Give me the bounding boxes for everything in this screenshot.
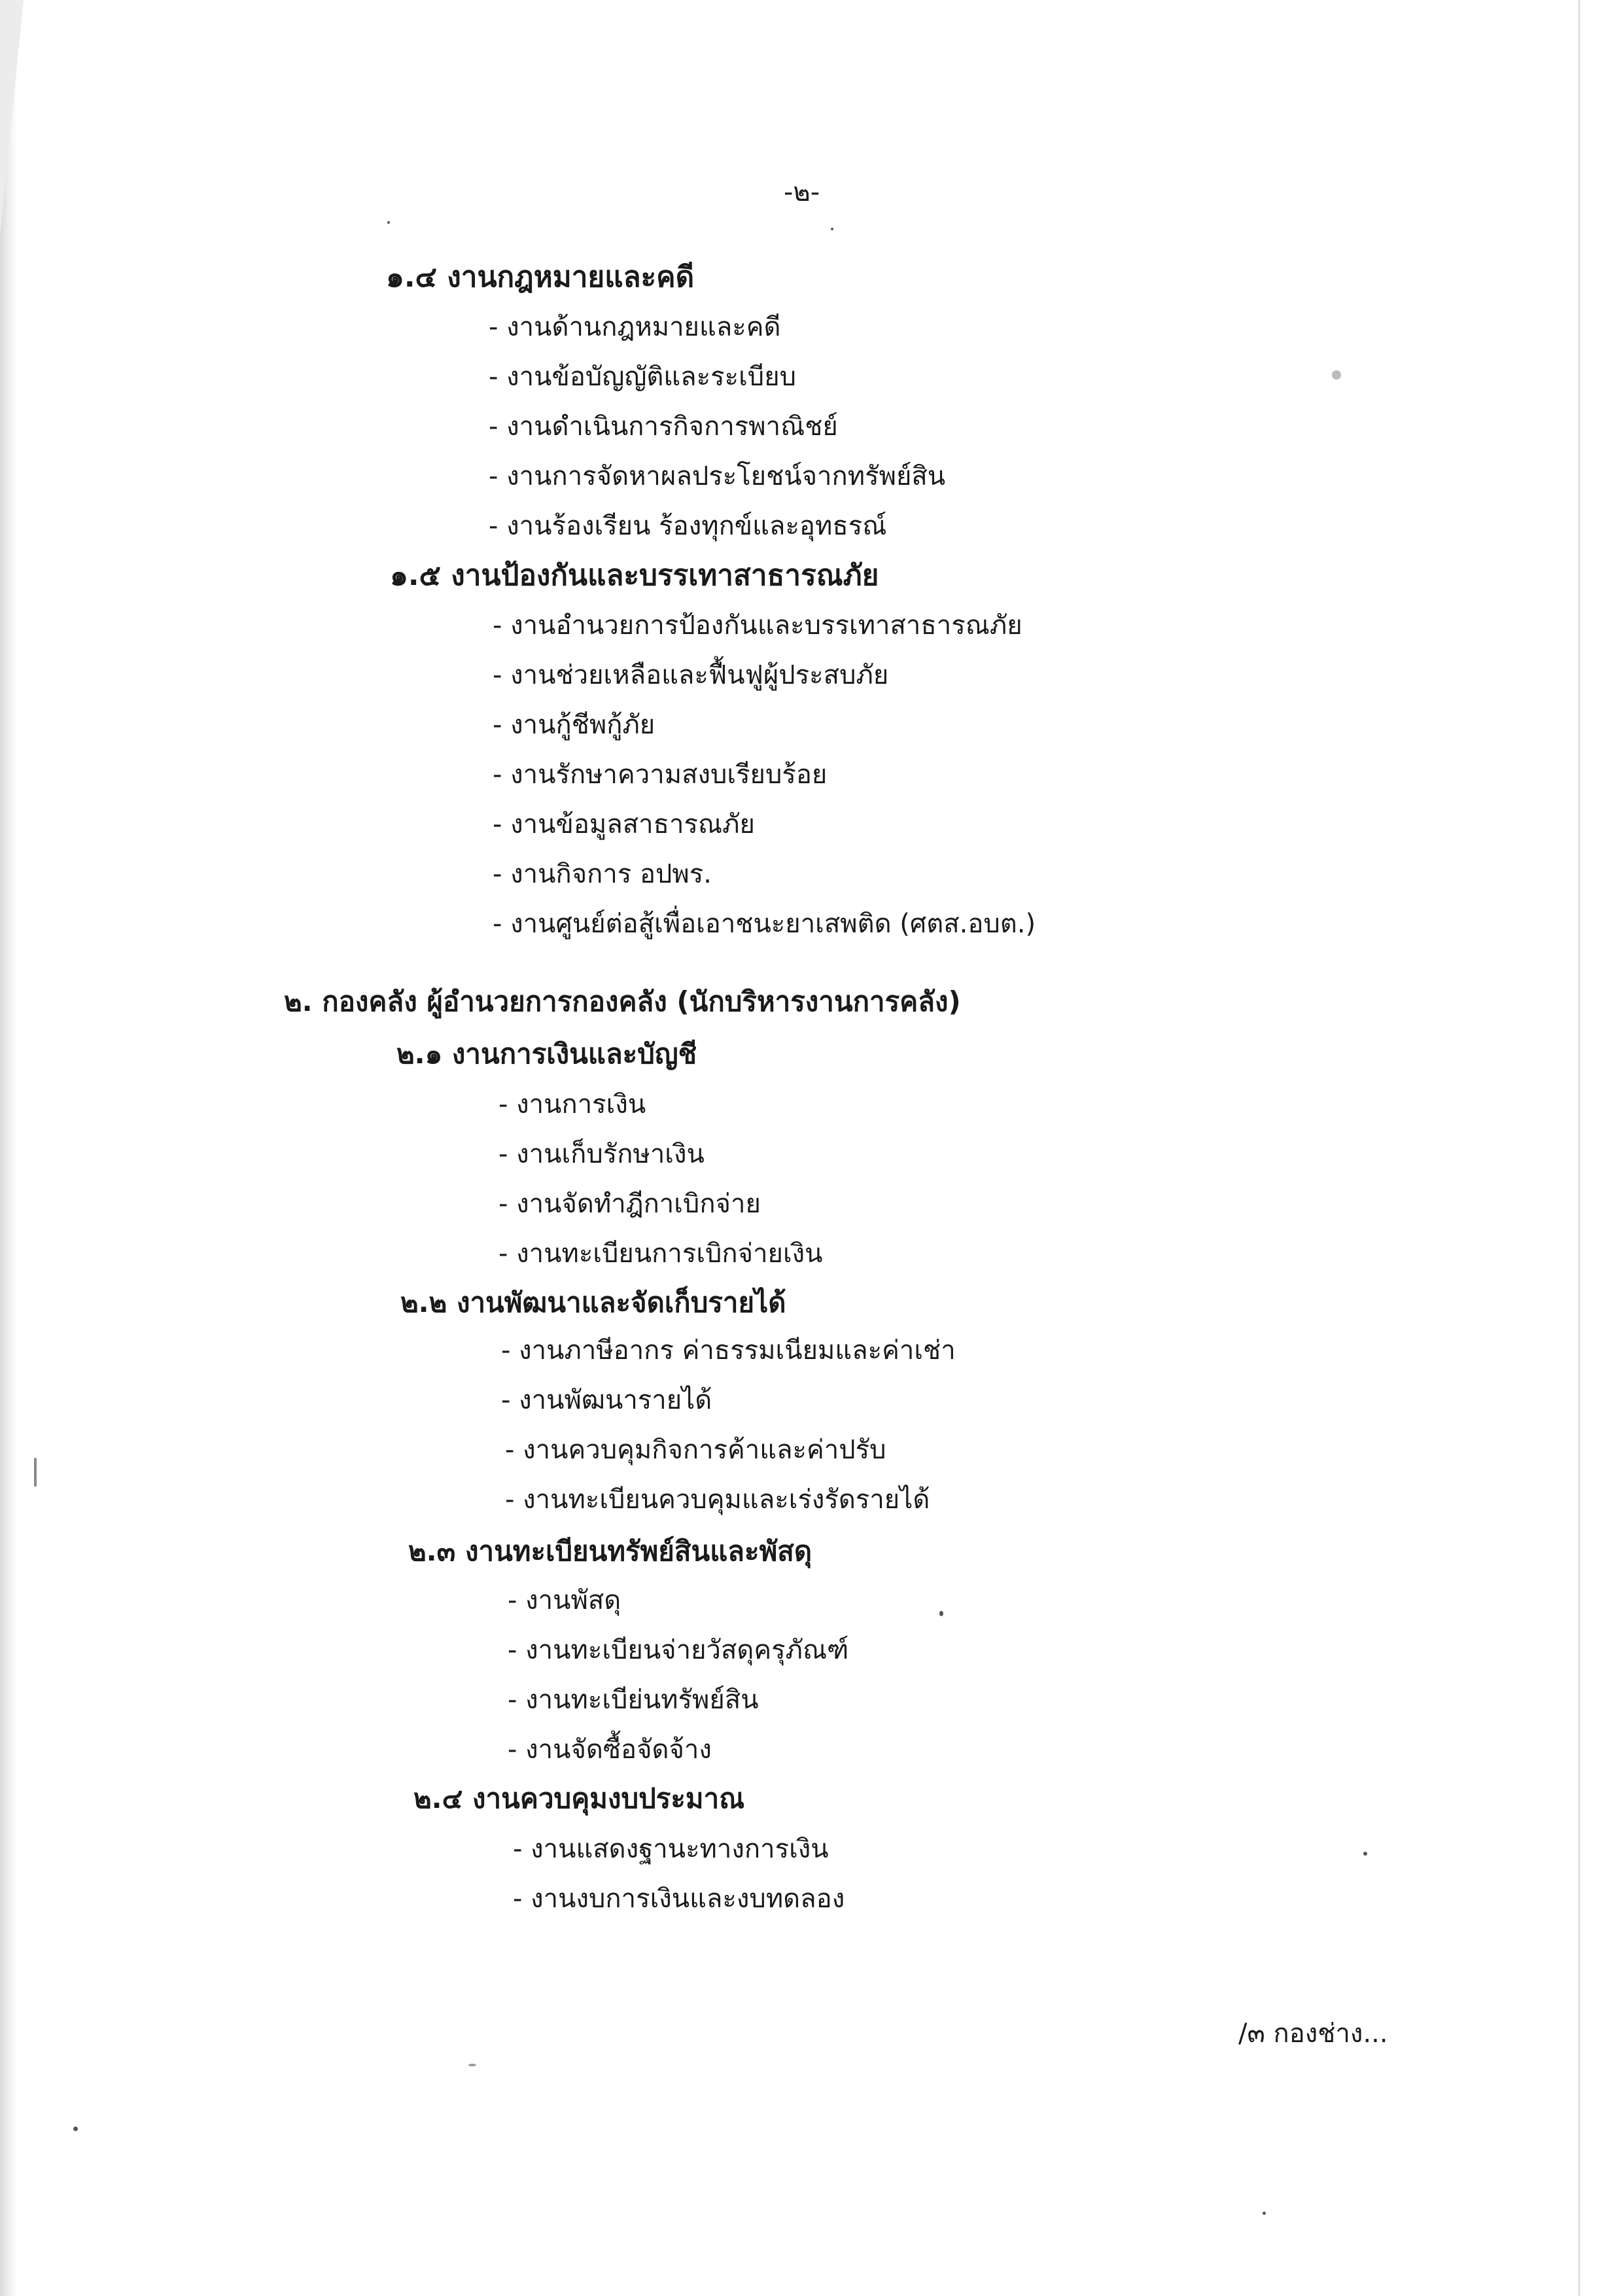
section-2-4-heading: ๒.๔ งานควบคุมงบประมาณ bbox=[413, 1782, 745, 1814]
scan-right-edge-line bbox=[1578, 0, 1580, 2296]
scan-speck bbox=[939, 1611, 943, 1616]
list-item: - งานการเงิน bbox=[498, 1089, 646, 1120]
page-number: -๒- bbox=[784, 177, 820, 207]
list-item: - งานจัดทำฎีกาเบิกจ่าย bbox=[498, 1189, 761, 1219]
list-item: - งานด้านกฎหมายและคดี bbox=[489, 312, 781, 342]
list-item: - งานพัสดุ bbox=[508, 1585, 621, 1616]
list-item: - งานเก็บรักษาเงิน bbox=[498, 1139, 705, 1169]
scan-folded-corner bbox=[0, 0, 24, 236]
scan-speck bbox=[468, 2064, 476, 2066]
list-item: - งานแสดงฐานะทางการเงิน bbox=[513, 1834, 829, 1864]
scan-left-edge-shadow bbox=[0, 0, 17, 2296]
list-item: - งานกู้ชีพกู้ภัย bbox=[493, 710, 655, 740]
section-2-heading: ๒. กองคลัง ผู้อำนวยการกองคลัง (นักบริหารงานการคลัง) bbox=[284, 985, 961, 1017]
list-item: - งานศูนย์ต่อสู้เพื่อเอาชนะยาเสพติด (ศตส.อบต.) bbox=[493, 909, 1036, 939]
scan-speck bbox=[73, 2127, 78, 2131]
scan-speck bbox=[34, 1458, 37, 1487]
list-item: - งานข้อมูลสาธารณภัย bbox=[493, 809, 755, 839]
scan-speck bbox=[1363, 1852, 1367, 1856]
scan-speck bbox=[1263, 2212, 1266, 2215]
list-item: - งานอำนวยการป้องกันและบรรเทาสาธารณภัย bbox=[493, 610, 1022, 641]
list-item: - งานภาษีอากร ค่าธรรมเนียมและค่าเช่า bbox=[501, 1335, 956, 1366]
list-item: - งานกิจการ อปพร. bbox=[493, 859, 712, 889]
section-2-3-heading: ๒.๓ งานทะเบียนทรัพย์สินและพัสดุ bbox=[408, 1535, 812, 1567]
list-item: - งานดำเนินการกิจการพาณิชย์ bbox=[489, 412, 838, 442]
list-item: - งานทะเบียนควบคุมและเร่งรัดรายได้ bbox=[505, 1485, 930, 1515]
list-item: - งานรักษาความสงบเรียบร้อย bbox=[493, 760, 828, 790]
list-item: - งานควบคุมกิจการค้าและค่าปรับ bbox=[505, 1435, 886, 1465]
list-item: - งานทะเบีย่นทรัพย์สิน bbox=[508, 1685, 759, 1715]
section-1-5-heading: ๑.๕ งานป้องกันและบรรเทาสาธารณภัย bbox=[390, 559, 879, 592]
list-item: - งานช่วยเหลือและฟื้นฟูผู้ประสบภัย bbox=[493, 660, 889, 690]
list-item: - งานทะเบียนการเบิกจ่ายเงิน bbox=[498, 1239, 823, 1269]
continuation-note: /๓ กองช่าง... bbox=[1238, 2019, 1388, 2049]
list-item: - งานข้อบัญญัติและระเบียบ bbox=[489, 362, 797, 392]
section-2-1-heading: ๒.๑ งานการเงินและบัญชี bbox=[396, 1038, 697, 1070]
list-item: - งานการจัดหาผลประโยชน์จากทรัพย์สิน bbox=[489, 461, 946, 491]
scan-speck bbox=[387, 221, 390, 224]
list-item: - งานงบการเงินและงบทดลอง bbox=[513, 1884, 845, 1914]
list-item: - งานพัฒนารายได้ bbox=[501, 1385, 712, 1415]
list-item: - งานจัดซื้อจัดจ้าง bbox=[508, 1735, 712, 1765]
scan-speck bbox=[1332, 370, 1341, 380]
list-item: - งานทะเบียนจ่ายวัสดุครุภัณฑ์ bbox=[508, 1635, 849, 1665]
list-item: - งานร้องเรียน ร้องทุกข์และอุทธรณ์ bbox=[489, 511, 887, 541]
section-2-2-heading: ๒.๒ งานพัฒนาและจัดเก็บรายได้ bbox=[400, 1286, 786, 1318]
scan-speck bbox=[831, 228, 833, 230]
section-1-4-heading: ๑.๔ งานกฎหมายและคดี bbox=[386, 260, 695, 294]
